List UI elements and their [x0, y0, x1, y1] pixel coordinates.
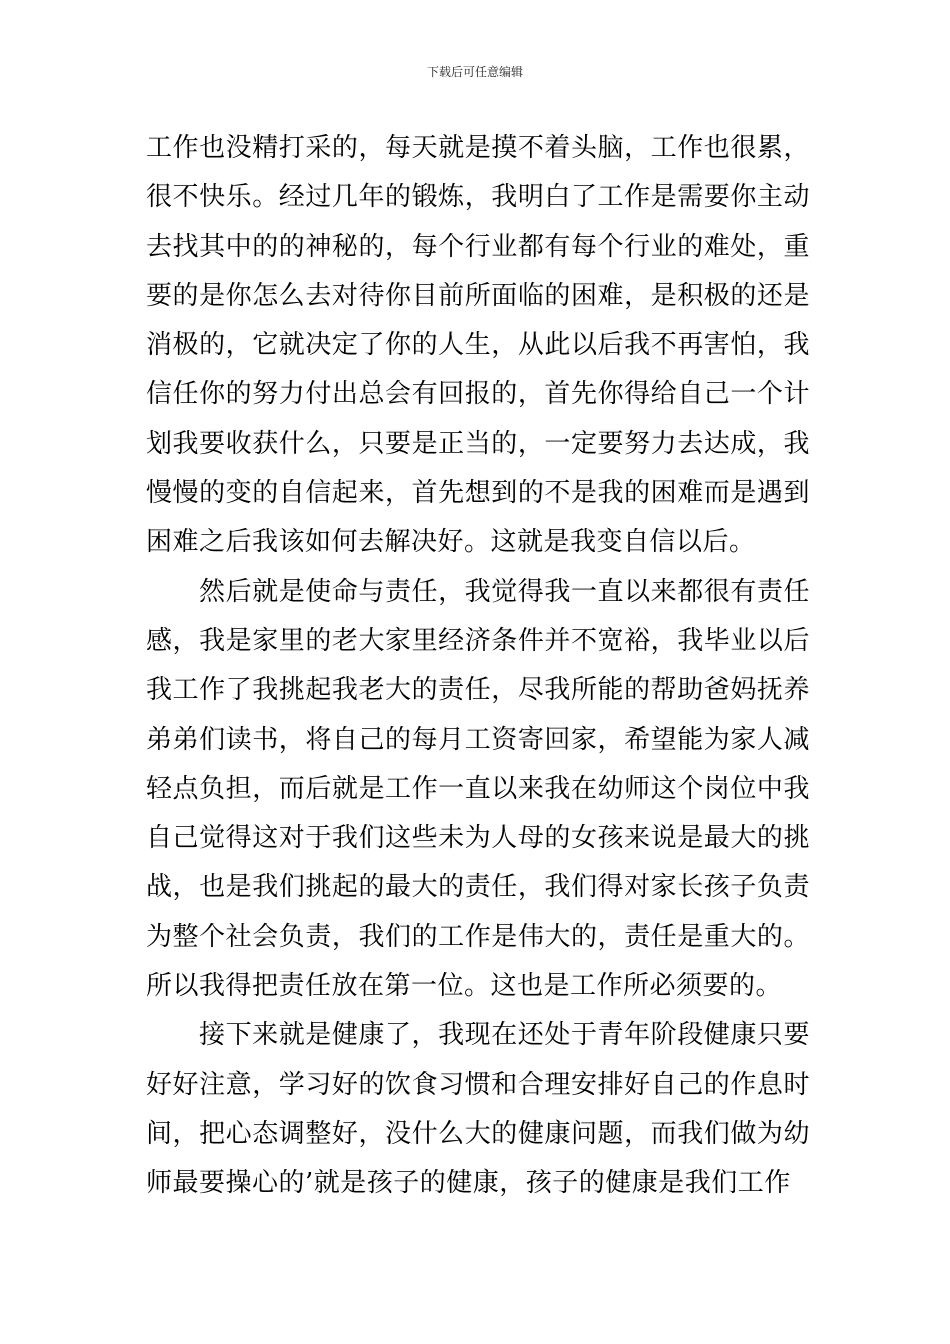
document-body [146, 124, 810, 1209]
paragraph-mission-responsibility: 然后就是使命与责任，我觉得我一直以来都很有责任感，我是家里的老大家里经济条件并不宽裕，我毕业以后我工作了我挑起我老大的责任，尽我所能的帮助爸妈抚养弟弟们读书，将自己的每月工资寄回家，希望能为家人减轻点负担，而后就是工作一直以来我在幼师这个岗位中我自己觉得这对于我们这些未为人母的女孩来说是最大的挑战，也是我们挑起的最大的责任，我们得对家长孩子负责为整个社会负责，我们的工作是伟大的，责任是重大的。所以我得把责任放在第一位。这也是工作所必须要的。 [146, 576, 810, 1002]
paragraph-continuation: 工作也没精打采的，每天就是摸不着头脑，工作也很累，很不快乐。经过几年的锻炼，我明白了工作是需要你主动去找其中的的神秘的，每个行业都有每个行业的难处，重要的是你怎么去对待你目前所面临的困难，是积极的还是消极的，它就决定了你的人生，从此以后我不再害怕，我信任你的努力付出总会有回报的，首先你得给自己一个计划我要收获什么，只要是正当的，一定要努力去达成，我慢慢的变的自信起来，首先想到的不是我的困难而是遇到困难之后我该如何去解决好。这就是我变自信以后。 [146, 133, 810, 558]
paragraph-health: 接下来就是健康了，我现在还处于青年阶段健康只要好好注意，学习好的饮食习惯和合理安排好自己的作息时间，把心态调整好，没什么大的健康问题，而我们做为幼师最要操心的’就是孩子的健康，孩子的健康是我们工作 [146, 1020, 810, 1199]
page-header: 下载后可任意编辑 [426, 65, 523, 79]
